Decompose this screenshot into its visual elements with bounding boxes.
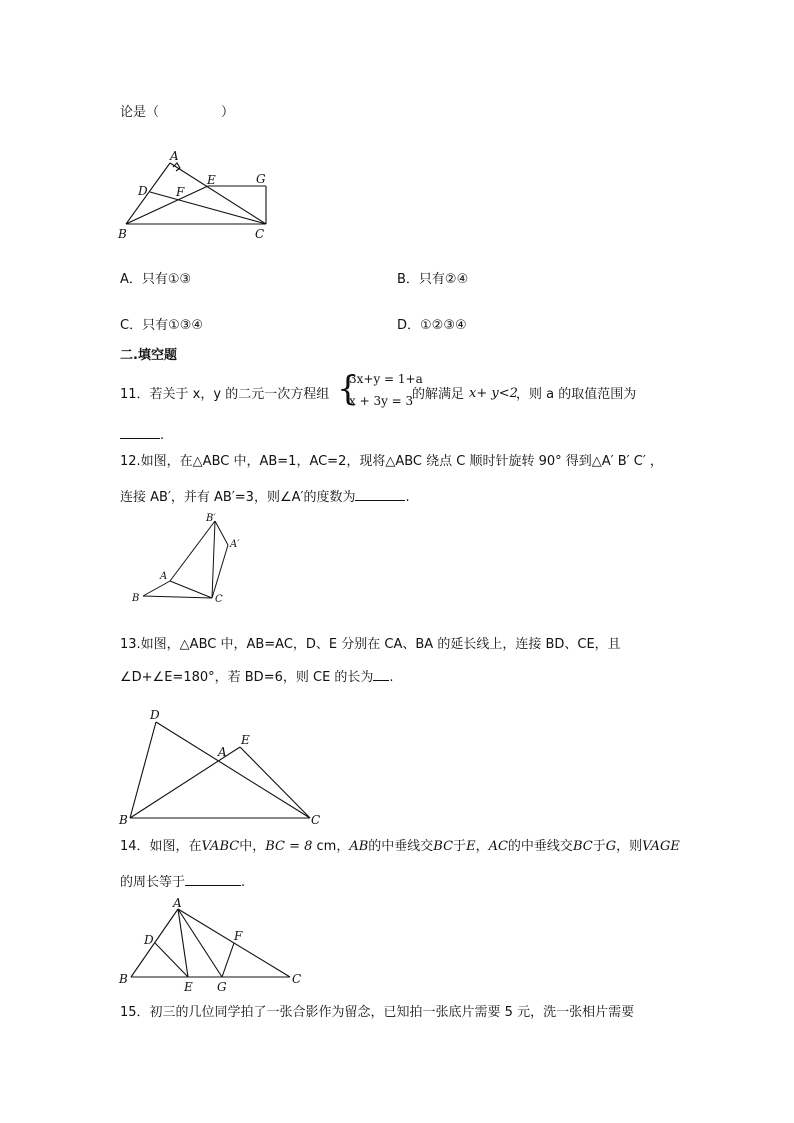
q14-line2 (120, 871, 245, 892)
q14-p1: 14．如图，在 (120, 839, 202, 854)
q13-label-A: A (218, 745, 227, 759)
q13-end: . (389, 670, 394, 685)
q14-ab: AB (349, 839, 369, 854)
q10-label-G: G (256, 172, 266, 186)
q13-line2-text: ∠D+∠E=180°，若 BD=6，则 CE 的长为 (120, 670, 374, 685)
q14-label-F: F (234, 929, 243, 943)
q10-option-c[interactable] (120, 317, 203, 335)
q13-answer-blank[interactable] (373, 666, 389, 681)
q14-bc2: BC (433, 839, 454, 854)
q10-option-a-letter: A． (120, 272, 142, 287)
q13-label-C: C (311, 813, 321, 827)
q10-stem (120, 104, 234, 122)
q10-label-B: B (118, 227, 127, 241)
q13-label-B: B (119, 813, 128, 827)
q11-answer-blank[interactable] (120, 424, 160, 439)
q10-option-b[interactable] (397, 271, 468, 289)
q13-label-E: E (241, 733, 250, 747)
q11-middle: 的解满足 (412, 387, 465, 402)
q14-tri1: VABC (201, 839, 240, 854)
q14-label-B: B (119, 972, 128, 986)
q10-option-a-text: 只有①③ (141, 272, 192, 287)
section-title: 二.填空题 (120, 348, 177, 363)
q14-label-E: E (184, 980, 193, 994)
q14-p5: 于 (453, 839, 467, 854)
q14-p2: 中， (239, 839, 266, 854)
q12-figure (130, 510, 250, 610)
q14-p6: ， (475, 839, 489, 854)
q11-eq2: x + 3y = 3 (349, 394, 414, 408)
q11-prefix: 11．若关于 x，y 的二元一次方程组 (120, 387, 330, 402)
q11-inequality: x+ y<2 (469, 386, 518, 401)
q14-p7: 的中垂线交 (507, 839, 573, 854)
q14-label-A: A (173, 896, 182, 910)
q10-option-d[interactable] (397, 317, 467, 335)
q11-end: . (160, 428, 165, 443)
q10-option-d-letter: D． (397, 318, 421, 333)
q10-stem-text: 论是（ (120, 105, 160, 120)
q10-label-F: F (176, 185, 185, 199)
q10-stem-close: ） (221, 105, 235, 120)
q12-label-B: B (132, 593, 140, 604)
q11-brace: { (337, 369, 359, 409)
q12-label-Bp: B′ (206, 513, 216, 524)
q14-p9: ，则 (616, 839, 643, 854)
q12-label-Ap: A′ (230, 539, 240, 550)
q14-ac: AC (488, 839, 508, 854)
q14-p4: 的中垂线交 (368, 839, 434, 854)
q10-option-c-text: 只有①③④ (142, 318, 204, 333)
q12-label-A: A (160, 571, 168, 582)
q10-option-b-letter: B． (397, 272, 419, 287)
q13-line1: 13.如图，△ABC 中，AB=AC，D、E 分别在 CA、BA 的延长线上，连接 BD、CE，且 (120, 637, 621, 652)
q14-bc3: BC (572, 839, 593, 854)
q14-line2-text: 的周长等于 (120, 875, 186, 890)
q15-line1: 15．初三的几位同学拍了一张合影作为留念，已知拍一张底片需要 5 元，洗一张相片需要 (120, 1005, 635, 1020)
q14-e: E (466, 839, 476, 854)
q11-equation-system (337, 369, 423, 412)
q11-answer-line (120, 424, 164, 445)
q12-end: . (405, 490, 410, 505)
q10-label-A: A (170, 149, 179, 163)
q14-label-G: G (217, 980, 227, 994)
q13-label-D: D (150, 708, 160, 722)
q13-line2 (120, 666, 394, 687)
q14-label-C: C (292, 972, 302, 986)
q10-label-D: D (138, 184, 148, 198)
q14-label-D: D (144, 933, 154, 947)
q14-p8: 于 (592, 839, 606, 854)
q13-figure (115, 705, 330, 830)
q12-line1: 12.如图，在△ABC 中，AB=1，AC=2，现将△ABC 绕点 C 顺时针旋转 90° 得到△A′ B′ C′ ， (120, 454, 663, 469)
q10-option-d-text: ①②③④ (420, 318, 467, 333)
q11-suffix: ，则 a 的取值范围为 (516, 387, 637, 402)
q10-option-a[interactable] (120, 271, 191, 289)
q10-option-c-letter: C． (120, 318, 143, 333)
q10-figure (115, 145, 285, 245)
q11-eq1: 3x+y = 1+a (349, 372, 423, 386)
q14-line1 (120, 838, 680, 856)
q10-label-C: C (255, 227, 265, 241)
q14-figure (115, 895, 310, 995)
q10-option-b-text: 只有②④ (418, 272, 469, 287)
q12-line2 (120, 486, 410, 507)
q14-bc: BC = 8 (265, 839, 313, 854)
q14-answer-blank[interactable] (185, 871, 241, 886)
q12-answer-blank[interactable] (355, 486, 405, 501)
q14-p3: cm， (312, 839, 350, 854)
q14-tri2: VAGE (642, 839, 680, 854)
q12-label-C: C (215, 594, 223, 605)
q12-line2-text: 连接 AB′，并有 AB′=3，则∠A′的度数为 (120, 490, 356, 505)
q14-g: G (605, 839, 617, 854)
q10-label-E: E (207, 173, 216, 187)
q14-end: . (241, 875, 246, 890)
